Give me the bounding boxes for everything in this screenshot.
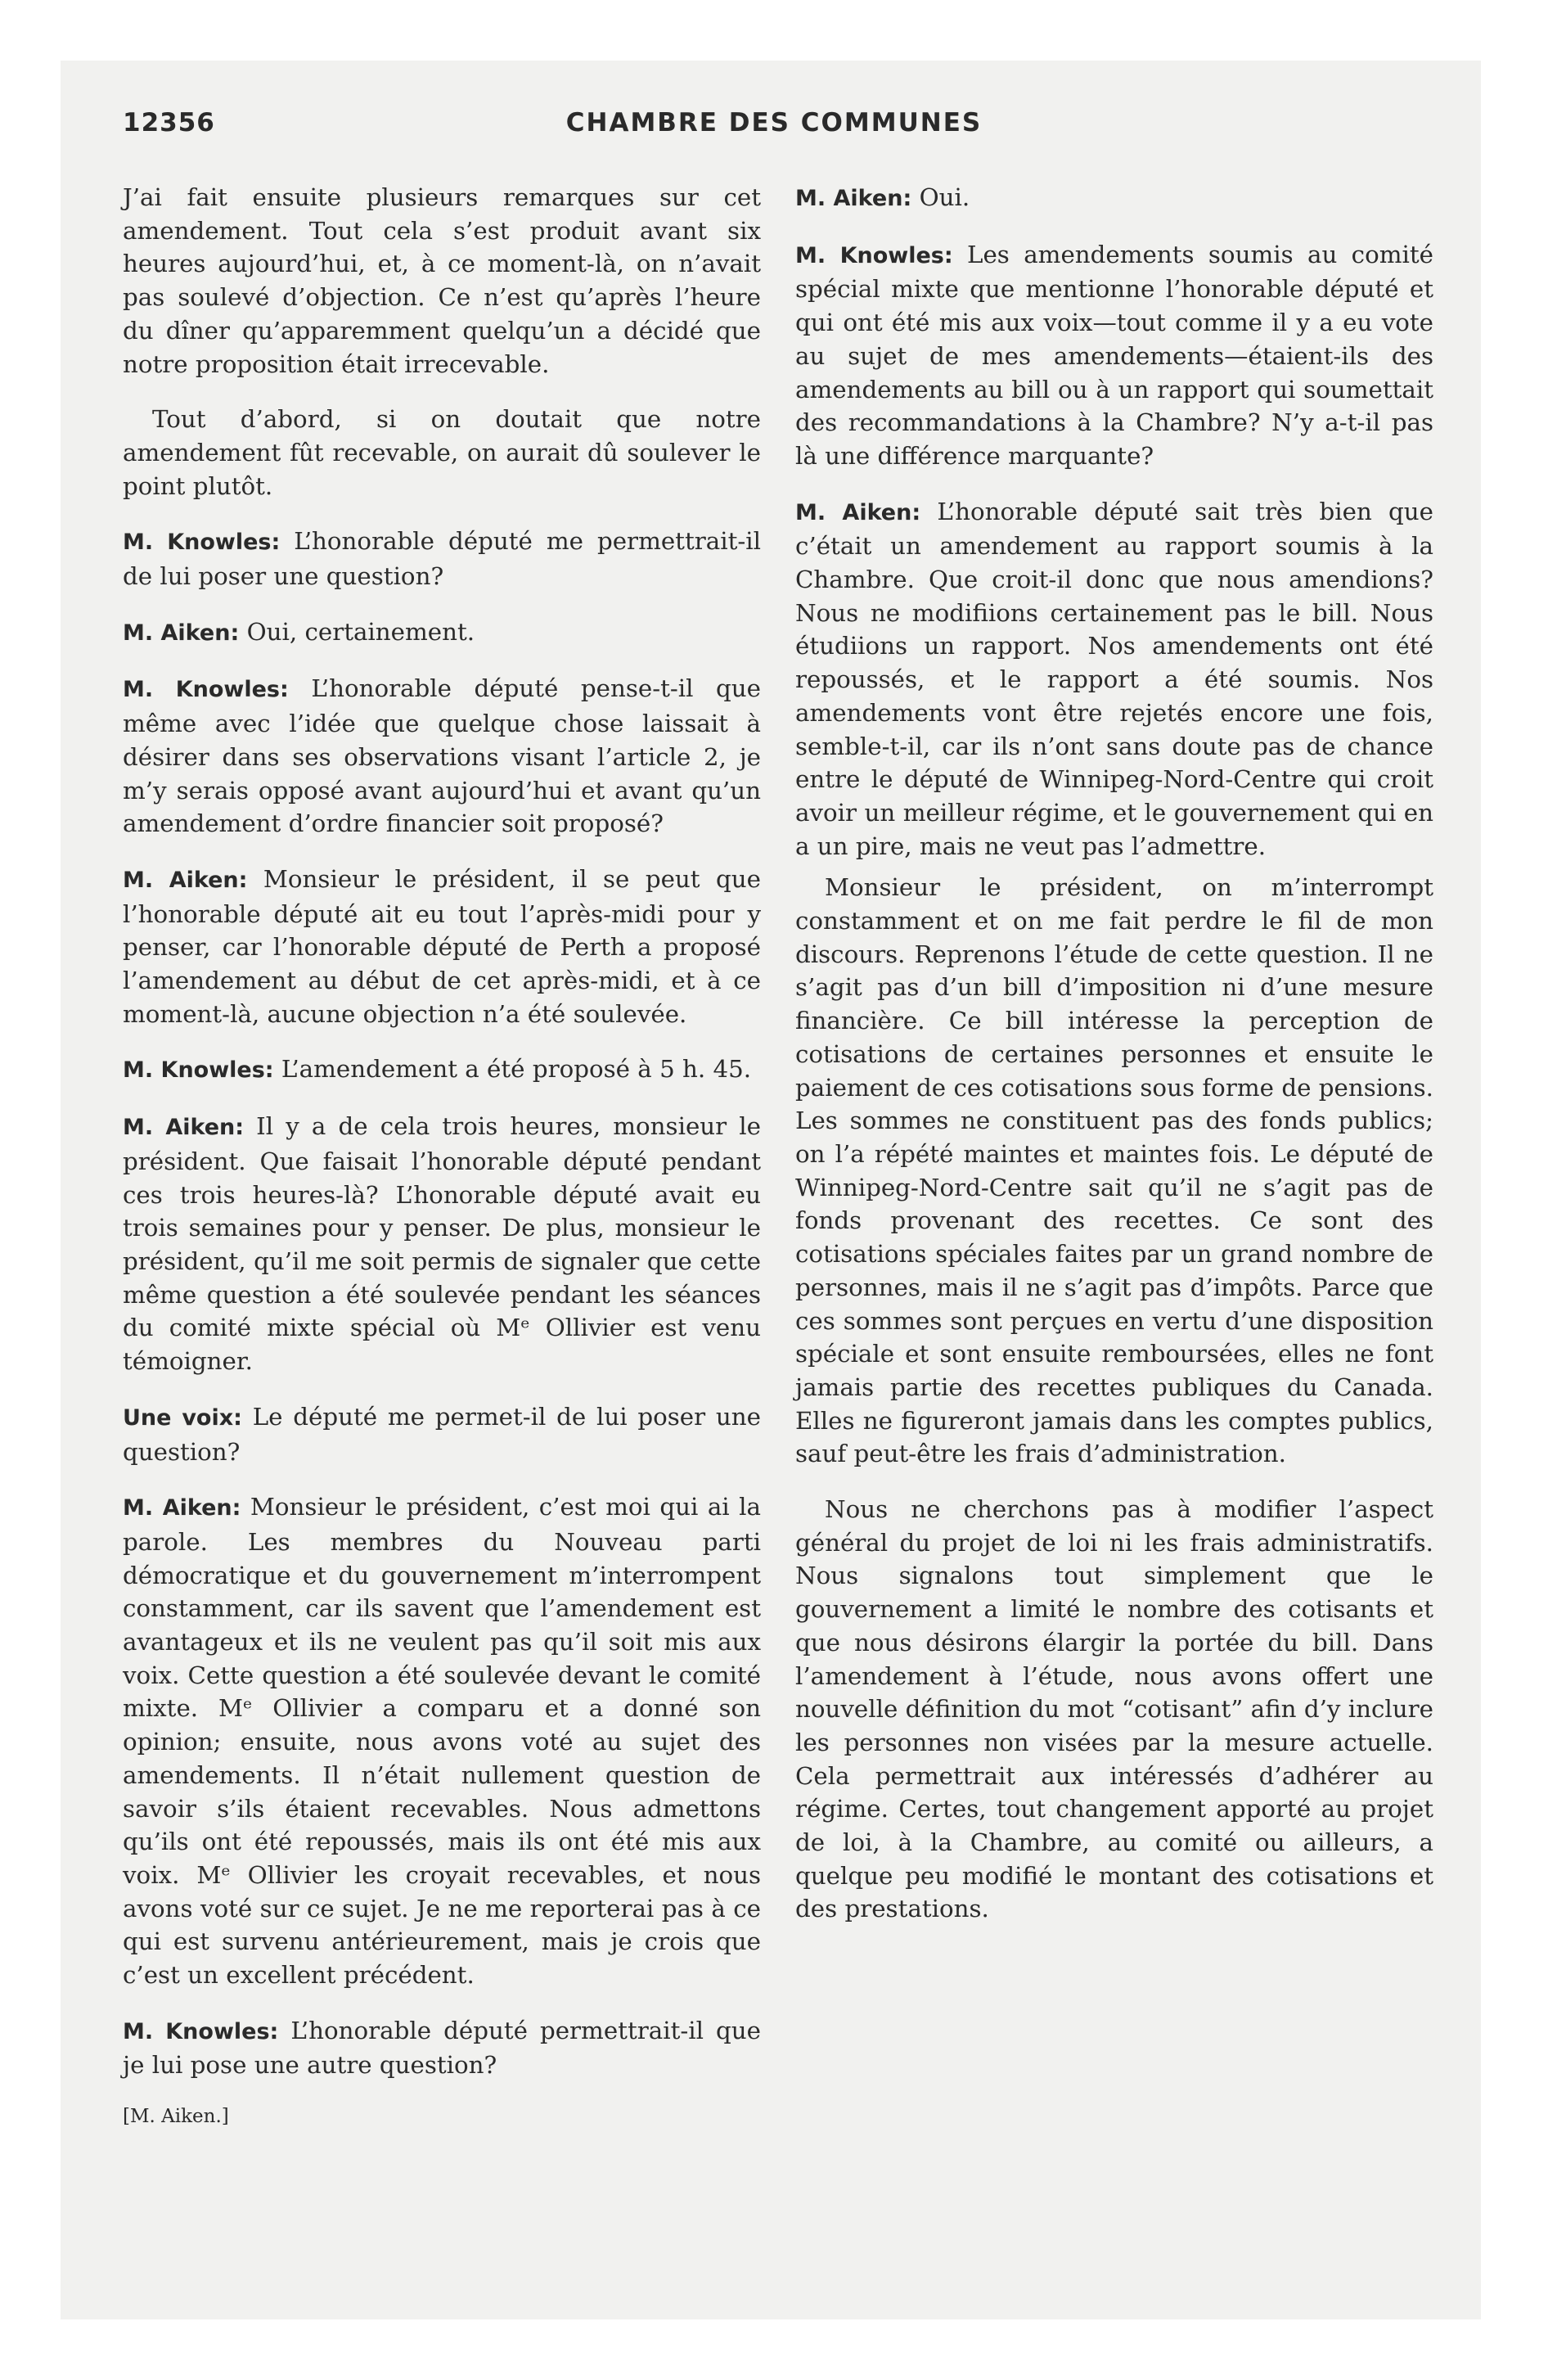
speaker-name: M. Knowles: (123, 677, 289, 703)
page-number: 12356 (123, 108, 215, 137)
paragraph: J’ai fait ensuite plusieurs remarques sur cet amendement. Tout cela s’est produit avant six heures aujourd’hui, et, à ce moment-là, on n’avait pas soulevé d’objection. Ce n’est qu’après l’heure du dîner qu’apparemment quelqu’un a décidé que notre proposition était irrecevable. (123, 183, 761, 378)
speech (795, 181, 1433, 216)
speech-text: L’honorable député permettrait-il que je lui pose une autre question? (123, 2016, 761, 2080)
speech-text: L’honorable député pense-t-il que même avec l’idée que quelque chose laissait à désirer dans ses observations visant l’article 2, je m’y serais opposé avant aujourd’hui et avant qu’un amendement d’ordre financier soit proposé? (123, 674, 761, 838)
speech (123, 525, 761, 593)
speech-text: Monsieur le président, c’est moi qui ai la parole. Les membres du Nouveau parti démocratique et du gouvernement m’interrompent constamment, car ils savent que l’amendement est avantageux et ils ne veulent pas qu’il soit mis aux voix. Cette question a été soulevée devant le comité mixte. Mᵉ Ollivier a comparu et a donné son opinion; ensuite, nous avons voté au sujet des amendements. Il n’était nullement question de savoir s’ils étaient recevables. Nous admettons qu’ils ont été repoussés, mais ils ont été mis aux voix. Mᵉ Ollivier les croyait recevables, et nous avons voté sur ce sujet. Je ne me reporterai pas à ce qui est survenu antérieurement, mais je crois que c’est un excellent précédent. (123, 1493, 761, 1990)
speaker-name: M. Knowles: (123, 1057, 274, 1084)
speech (123, 672, 761, 841)
speech (123, 863, 761, 1031)
speaker-name: M. Aiken: (123, 1115, 245, 1141)
running-head (123, 108, 1425, 157)
speech (795, 495, 1433, 863)
paragraph: Nous ne cherchons pas à modifier l’aspect général du projet de loi ni les frais administratifs. Nous signalons tout simplement que le gouvernement a limité le nombre des cotisants et que nous désirons élargir la portée du bill. Dans l’amendement à l’étude, nous avons offert une nouvelle définition du mot “cotisant” afin d’y inclure les personnes non visées par la mesure actuelle. Cela permettrait aux intéressés d’adhérer au régime. Certes, tout changement apporté au projet de loi, à la Chambre, au comité ou ailleurs, a quelque peu modifié le montant des cotisations et des prestations. (795, 1495, 1433, 1923)
speech-text: Les amendements soumis au comité spécial mixte que mentionne l’honorable député et qui ont été mis aux voix—tout comme il y a eu vote au sujet de mes amendements—étaient-ils des amendements au bill ou à un rapport qui soumettait des recommandations à la Chambre? N’y a-t-il pas là une différence marquante? (795, 240, 1433, 470)
speaker-name: Une voix: (123, 1404, 242, 1431)
speech (795, 238, 1433, 473)
speech (123, 1053, 761, 1088)
speaker-name: M. Aiken: (123, 867, 248, 893)
speech-text: L’amendement a été proposé à 5 h. 45. (273, 1055, 752, 1084)
speech (123, 2014, 761, 2082)
speech-text: L’honorable député me permettrait-il de lui poser une question? (123, 527, 761, 591)
speech-text: Oui. (911, 183, 970, 211)
speaker-name: M. Aiken: (795, 499, 921, 525)
speaker-name: M. Aiken: (123, 620, 240, 646)
speech-text: Oui, certainement. (239, 617, 475, 646)
speaker-attribution: [M. Aiken.] (123, 2106, 229, 2128)
speaker-name: M. Aiken: (795, 186, 912, 211)
left-column (123, 181, 761, 2151)
speech (123, 1490, 761, 1992)
page-title: CHAMBRE DES COMMUNES (565, 108, 983, 137)
speech-text: L’honorable député sait très bien que c’était un amendement au rapport soumis à la Chambre. Que croit-il donc que nous amendions? Nous ne modifiions certainement pas le bill. Nous étudiions un rapport. Nos amendements ont été repoussés, et le rapport a été soumis. Nos amendements vont être rejetés encore une fois, semble-t-il, car ils n’ont sans doute pas de chance entre le député de Winnipeg-Nord-Centre qui croit avoir un meilleur régime, et le gouvernement qui en a un pire, mais ne veut pas l’admettre. (795, 497, 1433, 860)
speech-text: Monsieur le président, il se peut que l’honorable député ait eu tout l’après-midi pour y penser, car l’honorable député de Perth a proposé l’amendement au début de cet après-midi, et à ce moment-là, aucune objection n’a été soulevée. (123, 864, 761, 1028)
speaker-name: M. Knowles: (795, 242, 953, 268)
right-column (795, 181, 1433, 1948)
speech (123, 1400, 761, 1468)
speaker-name: M. Knowles: (123, 2018, 279, 2044)
speech (123, 1110, 761, 1378)
speech-text: Il y a de cela trois heures, monsieur le président. Que faisait l’honorable député pendant ces trois heures-là? L’honorable député avait eu trois semaines pour y penser. De plus, monsieur le président, qu’il me soit permis de signaler que cette même question a été soulevée pendant les séances du comité mixte spécial où Mᵉ Ollivier est venu témoigner. (123, 1112, 761, 1376)
speech (123, 615, 761, 651)
paragraph: Monsieur le président, on m’interrompt constamment et on me fait perdre le fil de mon discours. Reprenons l’étude de cette question. Il ne s’agit pas d’un bill d’imposition ni d’une mesure financière. Ce bill intéresse la perception de cotisations de certaines personnes et ensuite le paiement de ces cotisations sous forme de pensions. Les sommes ne constituent pas des fonds publics; on l’a répété maintes et maintes fois. Le député de Winnipeg-Nord-Centre sait qu’il ne s’agit pas de fonds provenant des recettes. Ce sont des cotisations spéciales faites par un grand nombre de personnes, mais il ne s’agit pas d’impôts. Parce que ces sommes sont perçues en vertu d’une disposition spéciale et sont ensuite remboursées, elles ne font jamais partie des recettes publiques du Canada. Elles ne figureront jamais dans les comptes publics, sauf peut-être les frais d’administration. (795, 873, 1433, 1468)
speech-text: Le député me permet-il de lui poser une question? (123, 1402, 761, 1466)
speaker-name: M. Aiken: (123, 1495, 241, 1521)
speaker-name: M. Knowles: (123, 530, 281, 556)
paragraph: Tout d’abord, si on doutait que notre amendement fût recevable, on aurait dû soulever le point plutôt. (123, 405, 761, 500)
